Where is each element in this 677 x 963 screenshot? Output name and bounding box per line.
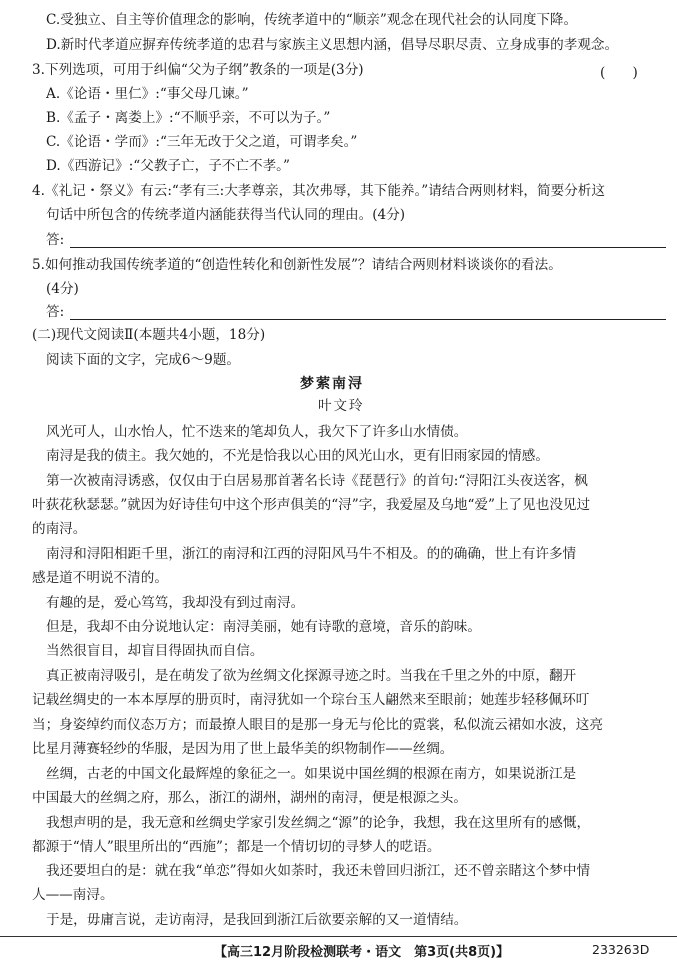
article-author: 叶文玲 [318,398,365,414]
section-heading: (二)现代文阅读Ⅱ(本题共4小题，18分) [32,327,266,343]
article-paragraph: 真正被南浔吸引，是在萌发了欲为丝绸文化探源寻迹之时。当我在千里之外的中原，翻开 [46,668,577,684]
article-paragraph: 当；身姿绰约而仪态万方；而最撩人眼目的是那一身无与伦比的霓裳，私似流云裙如水波，这亮 [32,717,603,733]
question-3-option: B.《孟子・离娄上》:“不顺乎亲，不可以为子。” [46,110,331,126]
answer-bracket: ( ) [600,65,638,81]
article-paragraph: 风光可人，山水怡人，忙不迭来的笔却负人，我欠下了许多山水情债。 [46,424,468,440]
article-paragraph: 有趣的是，爱心笃笃，我却没有到过南浔。 [46,595,305,611]
article-paragraph: 我想声明的是，我无意和丝绸史学家引发丝绸之“源”的论争，我想，我在这里所有的感慨， [46,815,591,831]
question-3-option: C.《论语・学而》:“三年无改于父之道，可谓孝矣。” [46,134,358,150]
question-5-answer-line[interactable] [70,319,666,320]
article-paragraph: 南浔和浔阳相距千里，浙江的南浔和江西的浔阳风马牛不相及。的的确确，世上有许多情 [46,546,577,562]
question-3-option: A.《论语・里仁》:“事父母几谏。” [46,86,249,102]
article-paragraph: 叶荻花秋瑟瑟。”就因为好诗佳句中这个形声俱美的“浔”字，我爱屋及乌地“爱”上了见也没见过 [32,497,591,513]
section-instruction: 阅读下面的文字，完成6～9题。 [46,352,241,368]
article-paragraph: 南浔是我的债主。我欠她的，不光是恰我以心田的风光山水，更有旧雨家园的情感。 [46,448,549,464]
option-c-text: C.受独立、自主等价值理念的影响，传统孝道中的“顺亲”观念在现代社会的认同度下降。 [46,12,578,28]
article-paragraph: 但是，我却不由分说地认定：南浔美丽，她有诗歌的意境，音乐的韵味。 [46,619,481,635]
exam-code: 233263D [592,942,650,957]
question-4-answer-label: 答: [46,232,65,248]
question-4-answer-line[interactable] [70,247,666,248]
article-paragraph: 当然很盲目，却盲目得固执而自信。 [46,643,264,659]
article-paragraph: 第一次被南浔诱惑，仅仅由于白居易那首著名长诗《琵琶行》的首句:“浔阳江头夜送客，枫 [46,473,588,489]
question-4-stem: 4.《礼记・祭义》有云:“孝有三:大孝尊亲，其次弗辱，其下能养。”请结合两则材料，简要分析这 [32,183,605,199]
article-paragraph: 我还要坦白的是：就在我“单恋”得如火如荼时，我还未曾回归浙江，还不曾亲睹这个梦中情 [46,863,591,879]
page-footer: 【高三12月阶段检测联考・语文 第3页(共8页)】 [214,945,510,960]
article-paragraph: 比星月薄赛轻纱的华服，是因为用了世上最华美的织物制作——丝绸。 [32,741,454,757]
question-4-stem: 句话中所包含的传统孝道内涵能获得当代认同的理由。(4分) [46,207,406,223]
footer-divider [0,936,677,937]
article-title: 梦萦南浔 [300,376,364,392]
question-5-answer-label: 答: [46,304,65,320]
article-paragraph: 感是道不明说不清的。 [32,570,168,586]
article-paragraph: 中国最大的丝绸之府，那么，浙江的湖州，湖州的南浔，便是根源之头。 [32,790,467,806]
article-paragraph: 都源于“情人”眼里所出的“西施”；都是一个情切切的寻梦人的呓语。 [32,839,441,855]
article-paragraph: 人——南浔。 [32,887,114,903]
article-paragraph: 丝绸，古老的中国文化最辉煌的象征之一。如果说中国丝绸的根源在南方，如果说浙江是 [46,766,577,782]
question-5-stem: (4分) [46,281,79,297]
article-paragraph: 的南浔。 [32,521,87,537]
question-3-option: D.《西游记》:“父教子亡，子不亡不孝。” [46,158,290,174]
article-paragraph: 于是，毋庸言说，走访南浔，是我回到浙江后欲要亲解的又一道情结。 [46,912,468,928]
question-3-stem: 3.下列选项，可用于纠偏“父为子纲”教条的一项是(3分) [32,62,364,78]
question-5-stem: 5.如何推动我国传统孝道的“创造性转化和创新性发展”？请结合两则材料谈谈你的看法。 [32,257,562,273]
article-paragraph: 记载丝绸史的一本本厚厚的册页时，南浔犹如一个琮台玉人翩然来至眼前；她莲步轻移佩环叮 [32,692,590,708]
option-d-text: D.新时代孝道应摒弃传统孝道的忠君与家族主义思想内涵，倡导尽职尽责、立身成事的孝观念。 [46,37,619,53]
